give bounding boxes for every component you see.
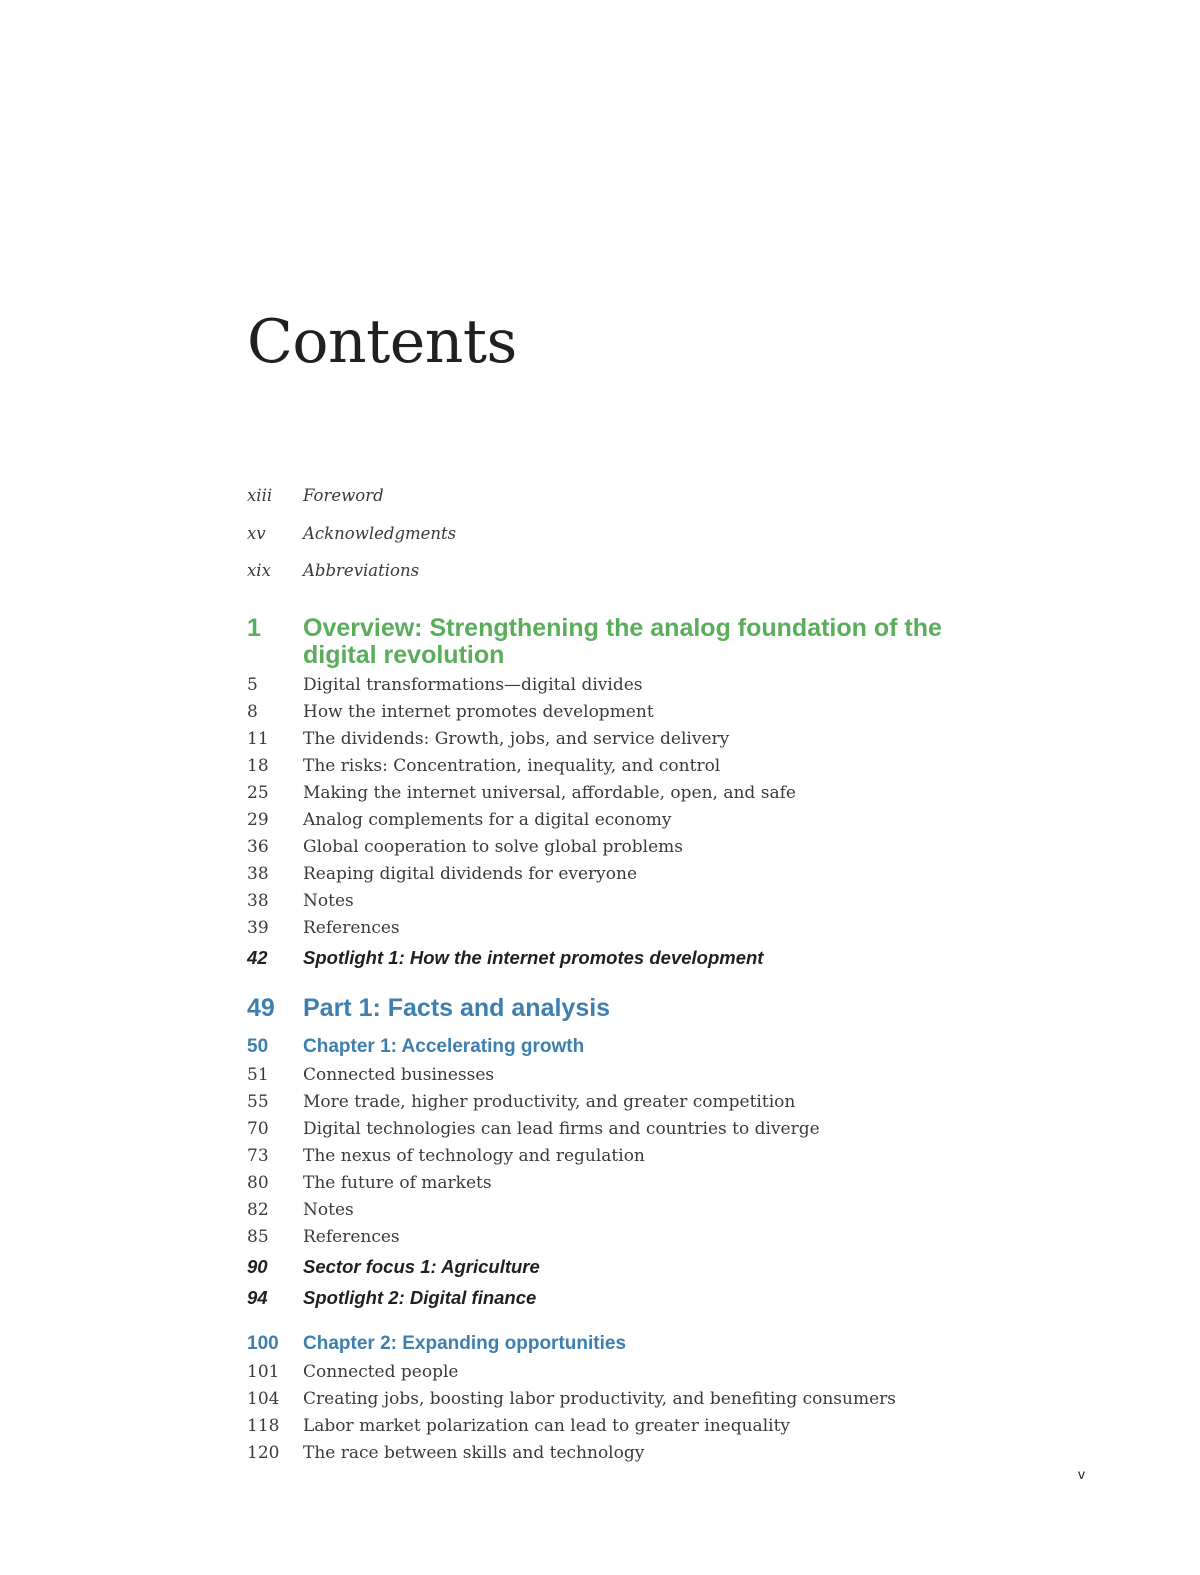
toc-entry-label: Spotlight 2: Digital finance [303,1287,537,1308]
toc-entry[interactable] [247,1442,977,1464]
toc-page-number: 85 [247,1227,269,1247]
toc-spotlight-1[interactable] [247,947,977,969]
toc-page-number: 42 [247,947,268,968]
toc-entry-label: Abbreviations [303,561,420,580]
toc-page-number: 101 [247,1362,280,1382]
toc-entry-label: Creating jobs, boosting labor productivity, and benefiting consumers [303,1389,897,1409]
toc-entry[interactable] [247,890,977,912]
toc-entry[interactable] [247,1172,977,1194]
toc-page-number: 25 [247,783,269,803]
toc-entry-label: Global cooperation to solve global problems [303,837,683,857]
toc-page-number: 38 [247,891,269,911]
toc-entry[interactable] [247,674,977,696]
toc-page-number: xix [247,561,271,580]
toc-entry-label: Part 1: Facts and analysis [303,994,611,1022]
toc-entry-label: The nexus of technology and regulation [303,1146,645,1166]
toc-entry-label: Labor market polarization can lead to greater inequality [303,1416,790,1436]
toc-entry[interactable] [247,1145,977,1167]
toc-entry[interactable] [247,1091,977,1113]
toc-page-number: 70 [247,1119,269,1139]
toc-entry-label: Acknowledgments [303,524,457,543]
toc-entry[interactable] [247,1361,977,1383]
toc-page-number: 51 [247,1065,269,1085]
toc-page-number: 50 [247,1036,269,1057]
toc-page-number: 120 [247,1443,280,1463]
toc-overview-heading[interactable] [247,615,977,669]
toc-page-number: xiii [247,486,273,505]
toc-page-number: 90 [247,1256,268,1277]
toc-entry-label: How the internet promotes development [303,702,654,722]
toc-page-number: 5 [247,675,258,695]
toc-entry-label: Chapter 1: Accelerating growth [303,1036,585,1057]
toc-entry-label: Overview: Strengthening the analog foundation of the digital revolution [303,614,942,669]
toc-entry-label: Digital technologies can lead firms and countries to diverge [303,1119,820,1139]
toc-entry-label: Sector focus 1: Agriculture [303,1256,540,1277]
toc-page-number: 49 [247,994,275,1022]
toc-entry-foreword[interactable] [247,485,977,507]
toc-sector-focus-1[interactable] [247,1256,977,1278]
toc-page-number: 1 [247,614,261,642]
toc-page-number: 18 [247,756,269,776]
toc-page-number: xv [247,524,266,543]
toc-entry-label: Making the internet universal, affordable, open, and safe [303,783,796,803]
toc-page-number: 11 [247,729,269,749]
toc-entry-label: Spotlight 1: How the internet promotes development [303,947,764,968]
toc-page-number: 100 [247,1333,279,1354]
toc-page-number: 80 [247,1173,269,1193]
toc-entry-label: Chapter 2: Expanding opportunities [303,1333,627,1354]
toc-entry-label: Notes [303,1200,354,1220]
toc-entry-label: The race between skills and technology [303,1443,645,1463]
toc-entry[interactable] [247,809,977,831]
toc-entry-label: Connected businesses [303,1065,495,1085]
toc-page-number: 36 [247,837,269,857]
toc-page-number: 73 [247,1146,269,1166]
toc-entry-label: Reaping digital dividends for everyone [303,864,638,884]
toc-entry-label: The future of markets [303,1173,492,1193]
toc-entry[interactable] [247,1226,977,1248]
toc-entry-label: References [303,918,400,938]
toc-page-number: 94 [247,1287,268,1308]
toc-page-number: 39 [247,918,269,938]
toc-entry[interactable] [247,755,977,777]
page-folio: v [1078,1466,1085,1482]
toc-page-number: 82 [247,1200,269,1220]
toc-entry-label: Connected people [303,1362,459,1382]
toc-entry[interactable] [247,701,977,723]
toc-entry-acknowledgments[interactable] [247,523,977,545]
toc-page-number: 8 [247,702,258,722]
toc-entry-label: Notes [303,891,354,911]
toc-entry[interactable] [247,1388,977,1410]
toc-entry[interactable] [247,1118,977,1140]
toc-entry[interactable] [247,863,977,885]
toc-entry[interactable] [247,782,977,804]
toc-chapter-1-heading[interactable] [247,1035,977,1059]
toc-page-number: 104 [247,1389,280,1409]
toc-entry[interactable] [247,1064,977,1086]
toc-entry[interactable] [247,836,977,858]
toc-entry[interactable] [247,728,977,750]
toc-page-number: 29 [247,810,269,830]
toc-entry-label: Digital transformations—digital divides [303,675,643,695]
toc-page-number: 55 [247,1092,269,1112]
toc-entry-abbreviations[interactable] [247,560,977,582]
toc-entry[interactable] [247,917,977,939]
toc-entry-label: Foreword [303,486,384,505]
toc-page-number: 38 [247,864,269,884]
toc-entry[interactable] [247,1199,977,1221]
toc-entry-label: Analog complements for a digital economy [303,810,672,830]
toc-spotlight-2[interactable] [247,1287,977,1309]
toc-entry-label: The risks: Concentration, inequality, and control [303,756,721,776]
toc-page-number: 118 [247,1416,280,1436]
toc-entry[interactable] [247,1415,977,1437]
page-title: Contents [247,307,517,377]
toc-entry-label: The dividends: Growth, jobs, and service delivery [303,729,730,749]
toc-entry-label: References [303,1227,400,1247]
toc-chapter-2-heading[interactable] [247,1332,977,1356]
toc-part-1-heading[interactable] [247,994,977,1022]
toc-entry-label: More trade, higher productivity, and greater competition [303,1092,796,1112]
